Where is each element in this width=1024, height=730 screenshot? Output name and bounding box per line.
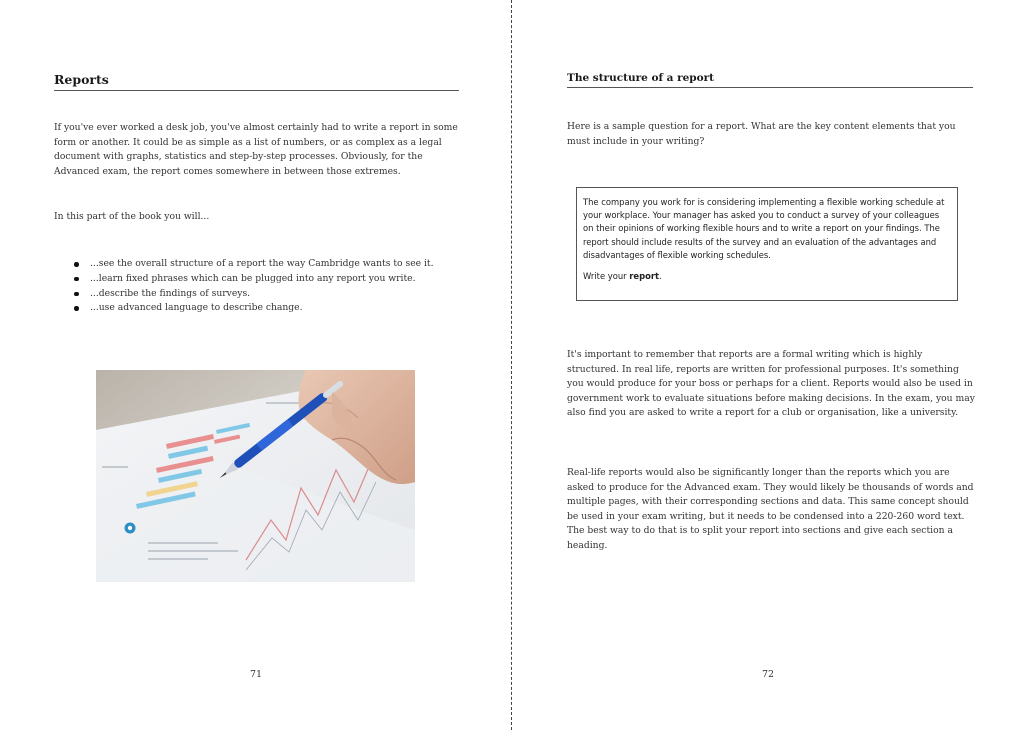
- sample-question-text: The company you work for is considering implementing a flexible working schedule at your workplace. Your manager has asked you to conduct a survey of your colleagues on their opinions of working flexible hours and to write a report on your findings. The report should include results of the survey and an evaluation of the advantages and disadvantages of flexible working schedules.: [583, 197, 945, 260]
- report-photo: [96, 370, 415, 582]
- write-instruction-prefix: Write your: [583, 271, 630, 282]
- write-instruction-keyword: report: [629, 271, 659, 282]
- section-heading-reports: Reports: [54, 72, 459, 91]
- body-paragraph-formal: It's important to remember that reports are a formal writing which is highly structured. In real life, reports are written for professional purposes. It's something you would produce for your boss or perhaps for a client. Reports would also be used in government work to evaluate situations before making decisions. In the exam, you may also find you are asked to write a report for a club or organisation, like a university.: [567, 349, 975, 419]
- write-instruction: [583, 270, 951, 283]
- list-item: ...learn fixed phrases which can be plugged into any report you write.: [90, 272, 470, 287]
- section-heading-structure: The structure of a report: [567, 72, 973, 88]
- spread-divider: [511, 0, 512, 730]
- list-item: ...use advanced language to describe change.: [90, 301, 470, 316]
- intro-paragraph: Here is a sample question for a report. What are the key content elements that you must include in your writing?: [567, 121, 956, 147]
- list-item: ...see the overall structure of a report the way Cambridge wants to see it.: [90, 257, 470, 272]
- learning-goals-list: [70, 257, 470, 316]
- page-number: 72: [762, 669, 775, 680]
- list-item: ...describe the findings of surveys.: [90, 287, 470, 302]
- write-instruction-suffix: .: [658, 271, 662, 282]
- hand-with-pen-over-chart-photo-icon: [96, 370, 415, 582]
- lead-in-text: In this part of the book you will...: [54, 211, 210, 222]
- sample-question-box: [576, 187, 958, 301]
- body-paragraph-length: Real-life reports would also be significantly longer than the reports which you are asked to produce for the Advanced exam. They would likely be thousands of words and multiple pages, with their corresponding sections and data. This same concept should be used in your exam writing, but it needs to be condensed into a 220-260 word text. The best way to do that is to split your report into sections and give each section a heading.: [567, 467, 974, 551]
- page-number: 71: [250, 669, 263, 680]
- page-71: [0, 0, 511, 730]
- intro-paragraph: If you've ever worked a desk job, you've almost certainly had to write a report in some form or another. It could be as simple as a list of numbers, or as complex as a legal document with graphs, statistics and step-by-step processes. Obviously, for the Advanced exam, the report comes somewhere in between those extremes.: [54, 122, 458, 177]
- page-72: [513, 0, 1024, 730]
